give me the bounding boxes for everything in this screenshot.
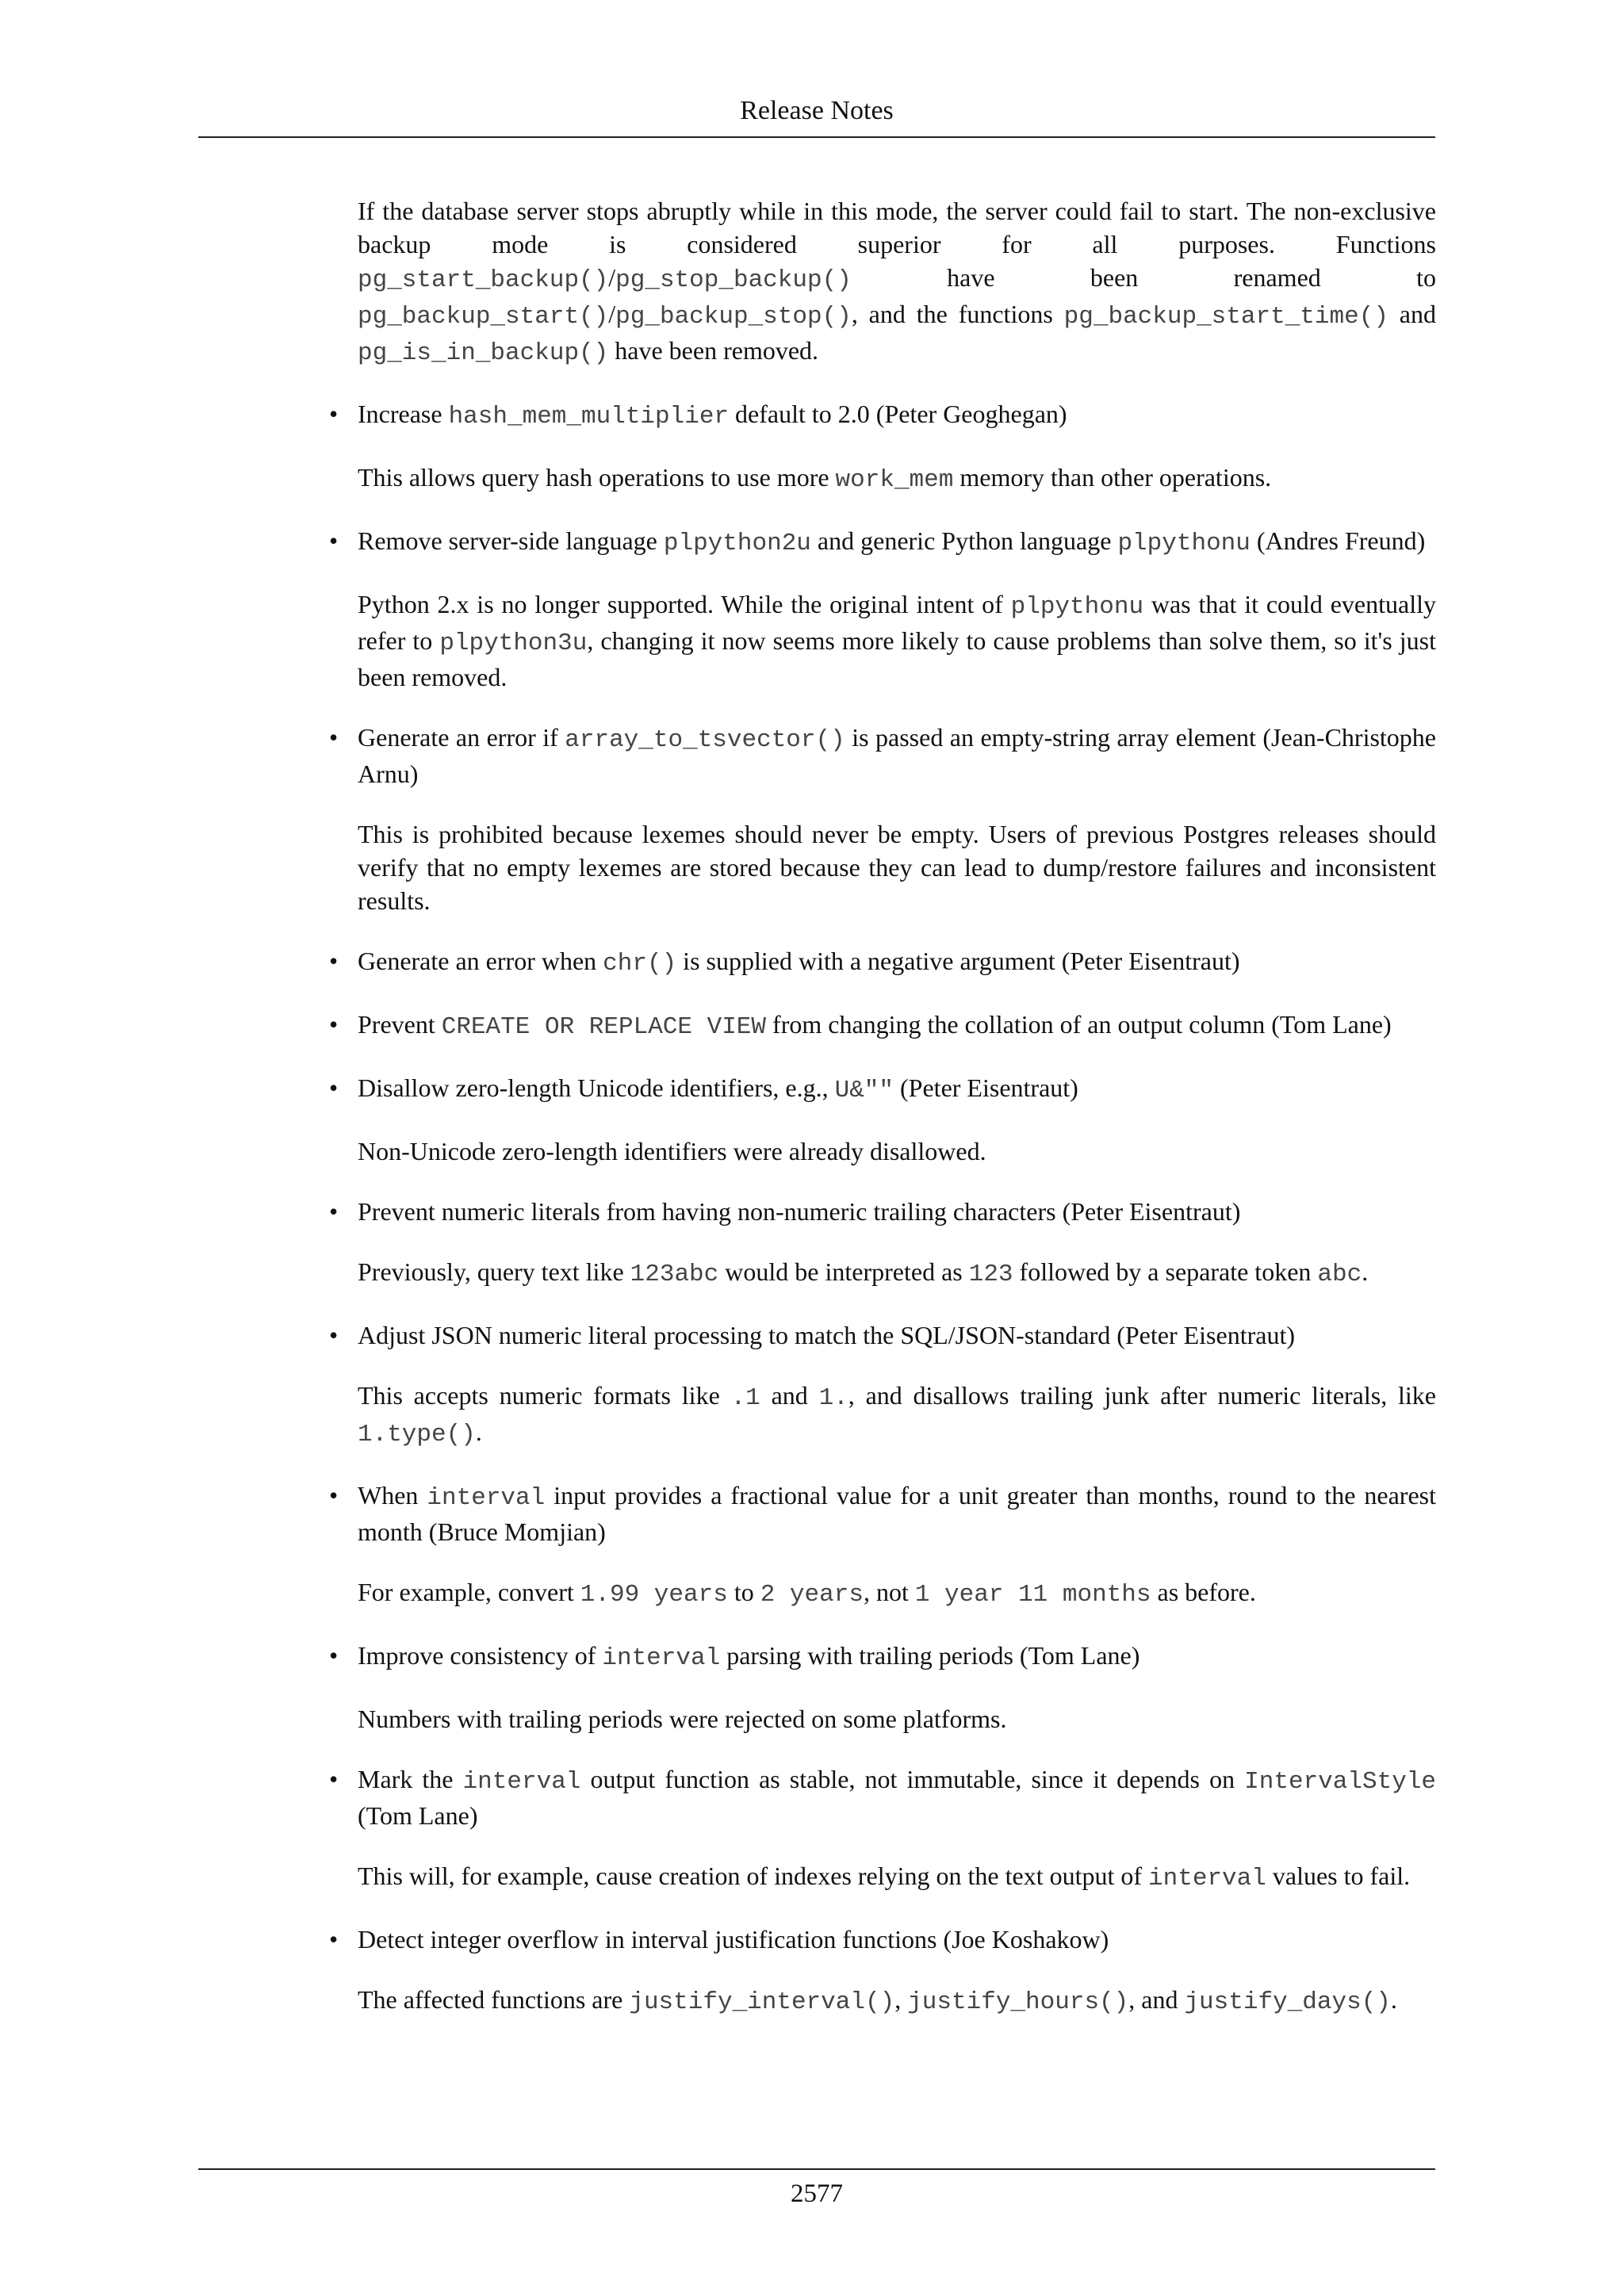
bullet-marker: • xyxy=(329,723,339,752)
item-justify-overflow: • Detect integer overflow in interval justification functions (Joe Koshakow) xyxy=(358,1923,1436,1956)
footer-rule xyxy=(198,2168,1435,2170)
running-header: Release Notes xyxy=(740,96,894,125)
header-rule xyxy=(198,136,1435,138)
item-interval-rounding-detail: For example, convert 1.99 years to 2 years, not 1 year 11 months as before. xyxy=(358,1578,1256,1609)
bullet-marker: • xyxy=(329,947,339,975)
item-interval-periods-detail: Numbers with trailing periods were rejected on some platforms. xyxy=(358,1705,1007,1733)
item-tsvector-detail: This is prohibited because lexemes should never be empty. Users of previous Postgres releases should verify that no empty lexemes are stored because they can lead to dump/restore failures and inconsistent results. xyxy=(358,820,1436,915)
bullet-marker: • xyxy=(329,1765,339,1793)
item-plpython-detail: Python 2.x is no longer supported. While the original intent of plpythonu was that it could eventually refer to plpython3u, changing it now seems more likely to cause problems than solve them, so it's just been removed. xyxy=(358,590,1437,691)
item-justify-overflow-detail: The affected functions are justify_interval(), justify_hours(), and justify_days(). xyxy=(358,1985,1397,2016)
bullet-marker: • xyxy=(329,1925,339,1954)
code-pg-backup-start: pg_backup_start() xyxy=(358,303,609,331)
item-hash-mem: • Increase hash_mem_multiplier default to 2.0 (Peter Geoghegan) xyxy=(358,397,1436,434)
bullet-marker: • xyxy=(329,1010,339,1039)
item-json-numeric-detail: This accepts numeric formats like .1 and 1., and disallows trailing junk after numeric literals, like 1.type(). xyxy=(358,1381,1437,1448)
item-interval-rounding: • When interval input provides a fractional value for a unit greater than months, round to the nearest month (Bruce Momjian) xyxy=(358,1479,1436,1548)
item-interval-stable: • Mark the interval output function as stable, not immutable, since it depends on IntervalStyle (Tom Lane) xyxy=(358,1762,1436,1832)
bullet-marker: • xyxy=(329,526,339,555)
item-numeric-literals-detail: Previously, query text like 123abc would be interpreted as 123 followed by a separate token abc. xyxy=(358,1257,1369,1288)
code-pg-backup-start-time: pg_backup_start_time() xyxy=(1063,303,1388,331)
item-unicode-detail: Non-Unicode zero-length identifiers were already disallowed. xyxy=(358,1137,986,1165)
bullet-marker: • xyxy=(329,1321,339,1349)
code-pg-backup-stop: pg_backup_stop() xyxy=(615,303,852,331)
code-pg-start-backup: pg_start_backup() xyxy=(358,266,609,294)
bullet-marker: • xyxy=(329,1197,339,1226)
item-interval-periods: • Improve consistency of interval parsing with trailing periods (Tom Lane) xyxy=(358,1639,1436,1675)
item-hash-mem-detail: This allows query hash operations to use more work_mem memory than other operations. xyxy=(358,463,1272,494)
item-numeric-literals: • Prevent numeric literals from having non-numeric trailing characters (Peter Eisentraut) xyxy=(358,1195,1436,1228)
code-pg-stop-backup: pg_stop_backup() xyxy=(615,266,852,294)
page-number: 2577 xyxy=(791,2179,843,2208)
item-plpython: • Remove server-side language plpython2u and generic Python language plpythonu (Andres Freund) xyxy=(358,524,1436,561)
bullet-marker: • xyxy=(329,400,339,428)
bullet-marker: • xyxy=(329,1641,339,1670)
intro-paragraph: If the database server stops abruptly while in this mode, the server could fail to start. The non-exclusive backup mode is considered superior for all purposes. Functions pg_start_backup()/pg_stop_backup() have been renamed to pg_backup_start()/pg_backup_stop(), and the functions pg_backup_start_time() and pg_is_in_backup() have been removed. xyxy=(358,197,1437,367)
item-create-view: • Prevent CREATE OR REPLACE VIEW from changing the collation of an output column (Tom Lane) xyxy=(358,1008,1436,1044)
code-pg-is-in-backup: pg_is_in_backup() xyxy=(358,339,609,367)
item-chr: • Generate an error when chr() is supplied with a negative argument (Peter Eisentraut) xyxy=(358,944,1436,981)
bullet-marker: • xyxy=(329,1073,339,1102)
item-json-numeric: • Adjust JSON numeric literal processing to match the SQL/JSON-standard (Peter Eisentraut) xyxy=(358,1318,1436,1352)
item-tsvector: • Generate an error if array_to_tsvector() is passed an empty-string array element (Jean-Christophe Arnu) xyxy=(358,721,1436,790)
item-interval-stable-detail: This will, for example, cause creation of indexes relying on the text output of interval values to fail. xyxy=(358,1862,1411,1892)
page-content xyxy=(329,194,1437,2046)
bullet-marker: • xyxy=(329,1481,339,1510)
item-unicode: • Disallow zero-length Unicode identifiers, e.g., U&"" (Peter Eisentraut) xyxy=(358,1071,1436,1108)
